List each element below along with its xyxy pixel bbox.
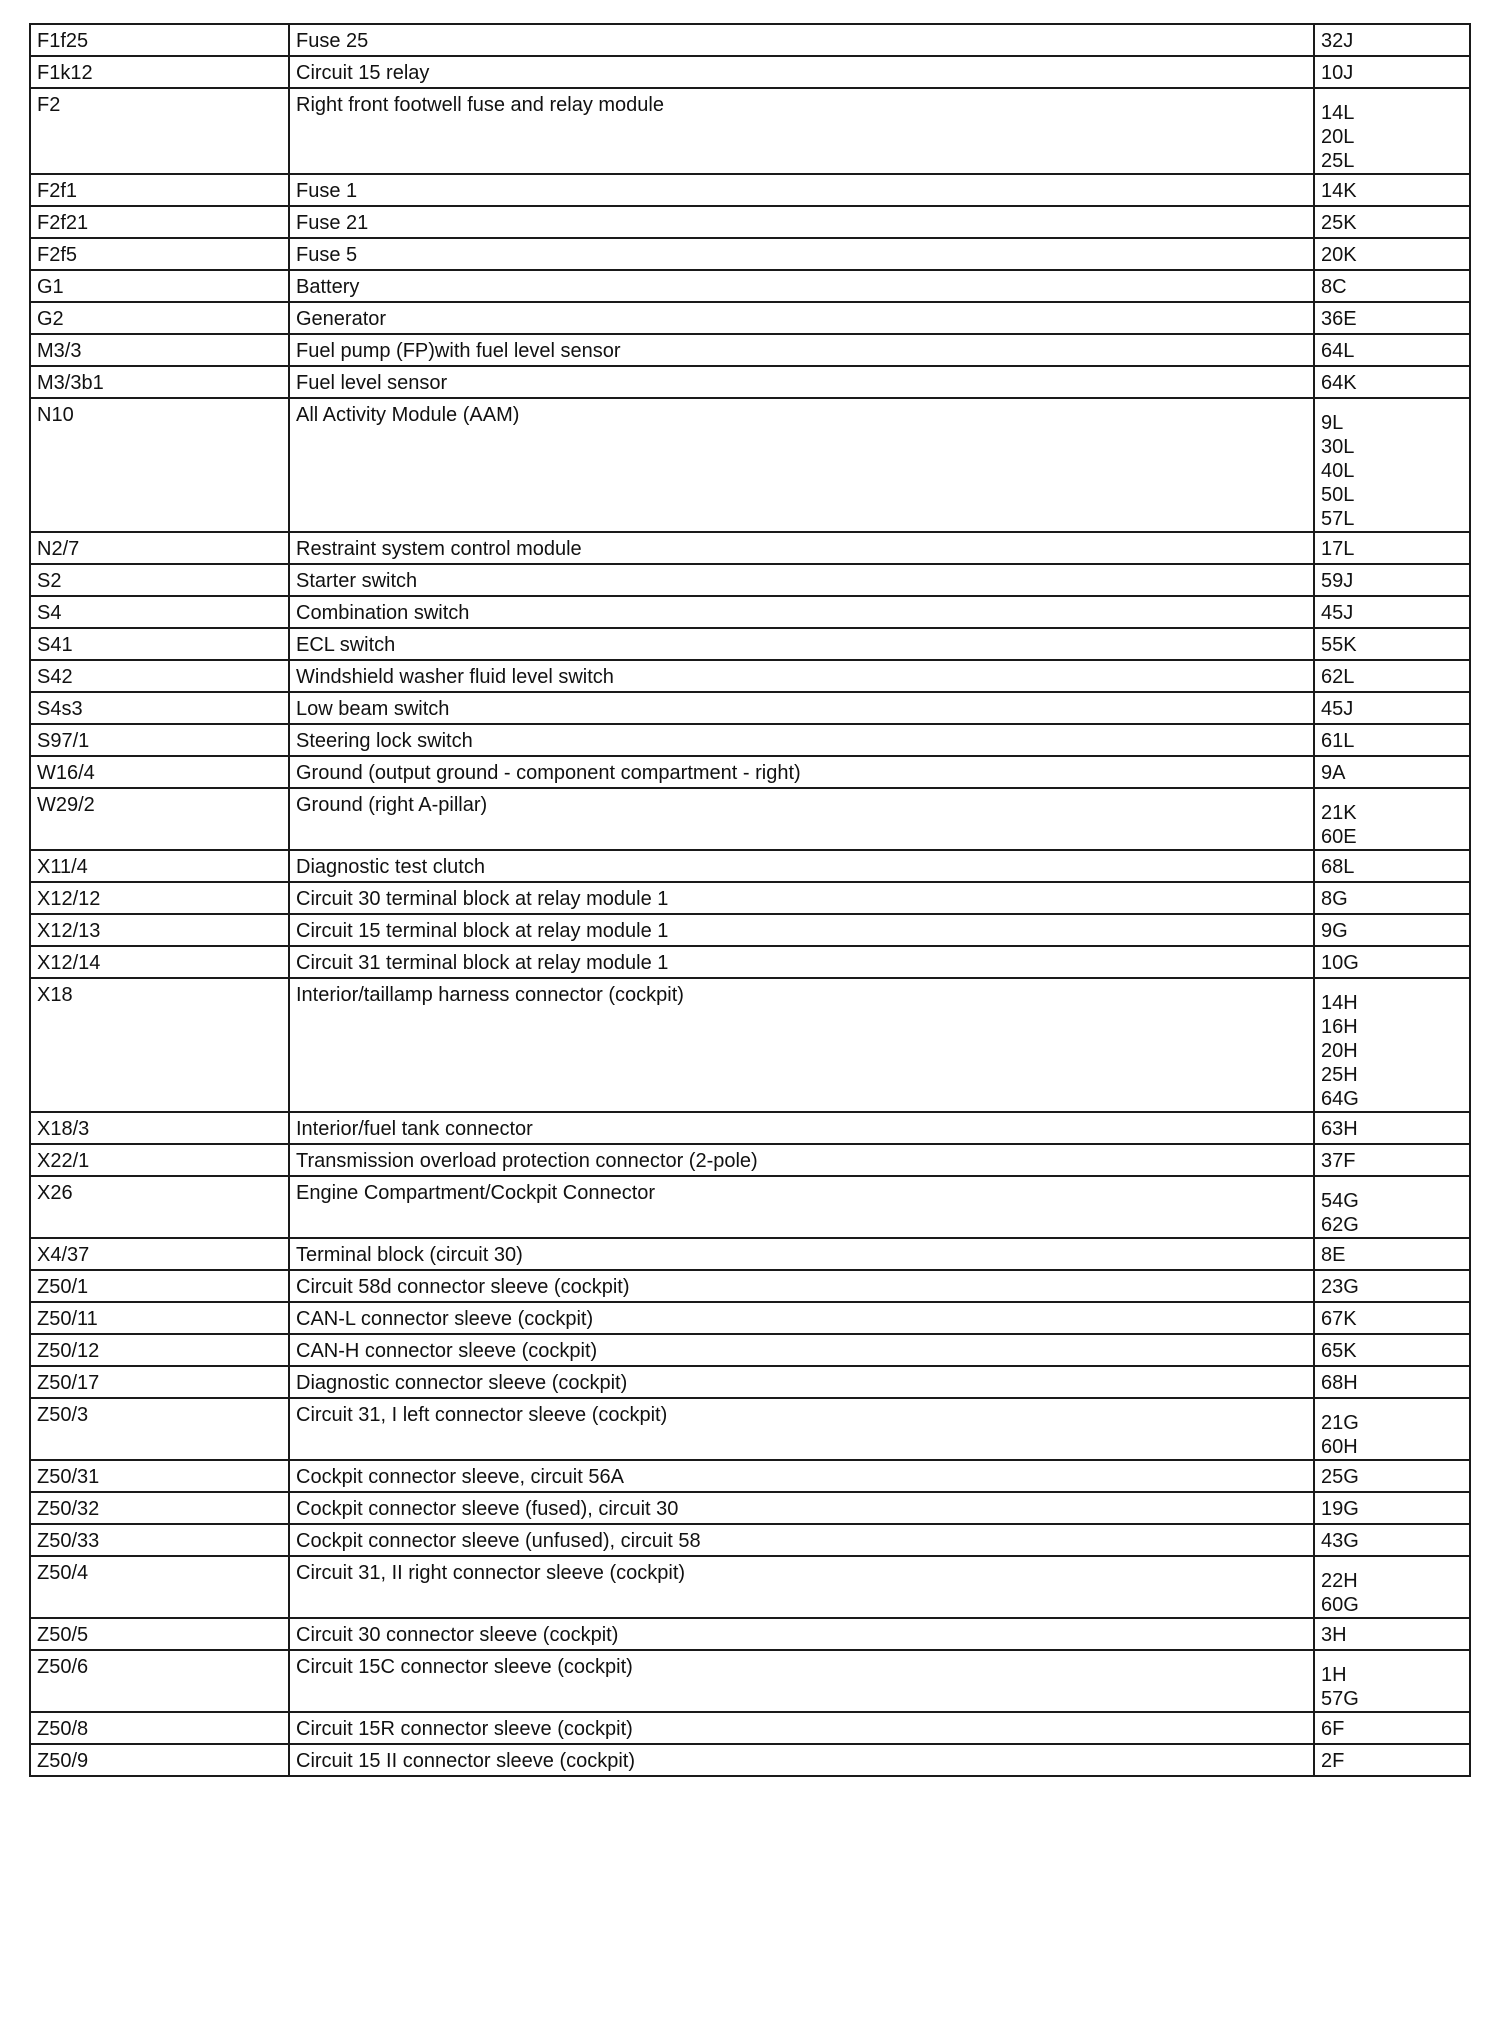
component-description: Circuit 31, I left connector sleeve (cockpit) — [289, 1398, 1314, 1460]
grid-location-value: 21K — [1321, 802, 1357, 824]
grid-location — [1314, 1556, 1470, 1618]
grid-location-value: 14K — [1321, 180, 1357, 202]
component-code: Z50/31 — [30, 1460, 289, 1492]
table-row — [30, 788, 1470, 850]
grid-location — [1314, 1334, 1470, 1366]
grid-location-value: 60H — [1321, 1436, 1358, 1458]
grid-location-value: 59J — [1321, 570, 1354, 592]
table-row — [30, 1334, 1470, 1366]
table-row — [30, 660, 1470, 692]
table-row — [30, 1366, 1470, 1398]
component-description: Diagnostic test clutch — [289, 850, 1314, 882]
table-body — [30, 24, 1470, 1776]
grid-location-value: 10G — [1321, 952, 1359, 974]
grid-location-value: 68H — [1321, 1372, 1358, 1394]
grid-location — [1314, 660, 1470, 692]
table-row — [30, 24, 1470, 56]
component-code: S42 — [30, 660, 289, 692]
grid-location — [1314, 1618, 1470, 1650]
component-code: Z50/17 — [30, 1366, 289, 1398]
grid-location — [1314, 206, 1470, 238]
grid-location — [1314, 174, 1470, 206]
component-code: X26 — [30, 1176, 289, 1238]
grid-location — [1314, 1238, 1470, 1270]
component-description: Steering lock switch — [289, 724, 1314, 756]
grid-location-value: 60G — [1321, 1594, 1359, 1616]
grid-location-value: 32J — [1321, 30, 1354, 52]
component-description: Cockpit connector sleeve, circuit 56A — [289, 1460, 1314, 1492]
component-code: W16/4 — [30, 756, 289, 788]
component-code: S4 — [30, 596, 289, 628]
component-code: X4/37 — [30, 1238, 289, 1270]
grid-location-value: 10J — [1321, 62, 1354, 84]
grid-location-value: 8G — [1321, 888, 1348, 910]
component-code: Z50/33 — [30, 1524, 289, 1556]
grid-location — [1314, 596, 1470, 628]
grid-location-value: 43G — [1321, 1530, 1359, 1552]
grid-location-value: 64G — [1321, 1088, 1359, 1110]
component-description: Battery — [289, 270, 1314, 302]
component-code: X12/12 — [30, 882, 289, 914]
component-description: Circuit 15 terminal block at relay module 1 — [289, 914, 1314, 946]
grid-location — [1314, 756, 1470, 788]
grid-location-value: 22H — [1321, 1570, 1358, 1592]
component-code: S2 — [30, 564, 289, 596]
table-row — [30, 270, 1470, 302]
grid-location — [1314, 1492, 1470, 1524]
table-row — [30, 1112, 1470, 1144]
table-row — [30, 56, 1470, 88]
component-code: Z50/32 — [30, 1492, 289, 1524]
component-description: CAN-L connector sleeve (cockpit) — [289, 1302, 1314, 1334]
grid-location — [1314, 1144, 1470, 1176]
grid-location — [1314, 1112, 1470, 1144]
table-row — [30, 398, 1470, 532]
grid-location-value: 64K — [1321, 372, 1357, 394]
table-row — [30, 1650, 1470, 1712]
grid-location — [1314, 88, 1470, 174]
component-description: Interior/fuel tank connector — [289, 1112, 1314, 1144]
component-description: Circuit 15R connector sleeve (cockpit) — [289, 1712, 1314, 1744]
component-code: F2f21 — [30, 206, 289, 238]
grid-location-value: 16H — [1321, 1016, 1358, 1038]
component-description: Circuit 31, II right connector sleeve (cockpit) — [289, 1556, 1314, 1618]
component-description: ECL switch — [289, 628, 1314, 660]
table-row — [30, 1556, 1470, 1618]
component-description: CAN-H connector sleeve (cockpit) — [289, 1334, 1314, 1366]
table-row — [30, 174, 1470, 206]
table-row — [30, 366, 1470, 398]
grid-location — [1314, 1744, 1470, 1776]
grid-location-value: 61L — [1321, 730, 1355, 752]
grid-location — [1314, 564, 1470, 596]
grid-location — [1314, 882, 1470, 914]
component-code: Z50/1 — [30, 1270, 289, 1302]
component-description: Engine Compartment/Cockpit Connector — [289, 1176, 1314, 1238]
grid-location — [1314, 238, 1470, 270]
grid-location-value: 57L — [1321, 508, 1355, 530]
component-code: Z50/12 — [30, 1334, 289, 1366]
grid-location — [1314, 850, 1470, 882]
grid-location-value: 37F — [1321, 1150, 1356, 1172]
component-code: X11/4 — [30, 850, 289, 882]
grid-location-value: 36E — [1321, 308, 1357, 330]
grid-location-value: 67K — [1321, 1308, 1357, 1330]
component-description: Circuit 15 II connector sleeve (cockpit) — [289, 1744, 1314, 1776]
component-description: Fuse 1 — [289, 174, 1314, 206]
grid-location-value: 63H — [1321, 1118, 1358, 1140]
grid-location — [1314, 1302, 1470, 1334]
table-row — [30, 1618, 1470, 1650]
table-row — [30, 88, 1470, 174]
grid-location-value: 57G — [1321, 1688, 1359, 1710]
component-code: M3/3b1 — [30, 366, 289, 398]
table-row — [30, 1238, 1470, 1270]
table-row — [30, 206, 1470, 238]
grid-location — [1314, 56, 1470, 88]
grid-location — [1314, 692, 1470, 724]
table-row — [30, 1398, 1470, 1460]
grid-location — [1314, 334, 1470, 366]
grid-location — [1314, 946, 1470, 978]
table-row — [30, 302, 1470, 334]
grid-location — [1314, 788, 1470, 850]
grid-location — [1314, 1524, 1470, 1556]
component-code: G2 — [30, 302, 289, 334]
grid-location-value: 50L — [1321, 484, 1355, 506]
grid-location-value: 20H — [1321, 1040, 1358, 1062]
table-row — [30, 756, 1470, 788]
table-row — [30, 628, 1470, 660]
grid-location-value: 25G — [1321, 1466, 1359, 1488]
grid-location-value: 9L — [1321, 412, 1344, 434]
component-code: S97/1 — [30, 724, 289, 756]
grid-location-value: 40L — [1321, 460, 1355, 482]
grid-location-value: 68L — [1321, 856, 1355, 878]
table-row — [30, 914, 1470, 946]
grid-location-value: 14H — [1321, 992, 1358, 1014]
grid-location-value: 20L — [1321, 126, 1355, 148]
component-code: F2f1 — [30, 174, 289, 206]
component-code: F1f25 — [30, 24, 289, 56]
component-description: Interior/taillamp harness connector (cockpit) — [289, 978, 1314, 1112]
component-code: X12/13 — [30, 914, 289, 946]
component-description: Circuit 31 terminal block at relay module 1 — [289, 946, 1314, 978]
grid-location-value: 19G — [1321, 1498, 1359, 1520]
component-description: Cockpit connector sleeve (unfused), circuit 58 — [289, 1524, 1314, 1556]
grid-location-value: 25K — [1321, 212, 1357, 234]
grid-location-value: 9G — [1321, 920, 1348, 942]
component-description: Fuel level sensor — [289, 366, 1314, 398]
grid-location-value: 17L — [1321, 538, 1355, 560]
component-description: Fuse 5 — [289, 238, 1314, 270]
grid-location-value: 45J — [1321, 602, 1354, 624]
component-description: Restraint system control module — [289, 532, 1314, 564]
component-code: X22/1 — [30, 1144, 289, 1176]
component-description: Starter switch — [289, 564, 1314, 596]
grid-location-value: 30L — [1321, 436, 1355, 458]
component-description: Ground (right A-pillar) — [289, 788, 1314, 850]
grid-location-value: 65K — [1321, 1340, 1357, 1362]
component-description: All Activity Module (AAM) — [289, 398, 1314, 532]
component-code: N2/7 — [30, 532, 289, 564]
table-row — [30, 334, 1470, 366]
component-description: Cockpit connector sleeve (fused), circuit 30 — [289, 1492, 1314, 1524]
grid-location — [1314, 978, 1470, 1112]
component-code: Z50/9 — [30, 1744, 289, 1776]
component-code: M3/3 — [30, 334, 289, 366]
grid-location-value: 23G — [1321, 1276, 1359, 1298]
component-code: F1k12 — [30, 56, 289, 88]
component-description: Circuit 30 connector sleeve (cockpit) — [289, 1618, 1314, 1650]
grid-location-value: 55K — [1321, 634, 1357, 656]
component-code: Z50/5 — [30, 1618, 289, 1650]
table-row — [30, 238, 1470, 270]
grid-location-value: 9A — [1321, 762, 1346, 784]
grid-location-value: 2F — [1321, 1750, 1345, 1772]
component-code: X18 — [30, 978, 289, 1112]
grid-location-value: 6F — [1321, 1718, 1345, 1740]
component-code: N10 — [30, 398, 289, 532]
table-row — [30, 1460, 1470, 1492]
grid-location-value: 3H — [1321, 1624, 1347, 1646]
table-row — [30, 978, 1470, 1112]
table-row — [30, 1712, 1470, 1744]
component-description: Circuit 58d connector sleeve (cockpit) — [289, 1270, 1314, 1302]
component-description: Windshield washer fluid level switch — [289, 660, 1314, 692]
component-location-table — [29, 23, 1471, 1777]
grid-location-value: 25L — [1321, 150, 1355, 172]
grid-location-value: 60E — [1321, 826, 1357, 848]
grid-location — [1314, 1650, 1470, 1712]
component-code: Z50/6 — [30, 1650, 289, 1712]
grid-location-value: 1H — [1321, 1664, 1347, 1686]
table-row — [30, 850, 1470, 882]
grid-location — [1314, 1712, 1470, 1744]
grid-location — [1314, 366, 1470, 398]
component-code: Z50/3 — [30, 1398, 289, 1460]
grid-location — [1314, 1398, 1470, 1460]
grid-location-value: 62L — [1321, 666, 1355, 688]
component-description: Fuse 25 — [289, 24, 1314, 56]
grid-location — [1314, 302, 1470, 334]
grid-location — [1314, 1270, 1470, 1302]
grid-location-value: 25H — [1321, 1064, 1358, 1086]
component-code: X18/3 — [30, 1112, 289, 1144]
component-description: Diagnostic connector sleeve (cockpit) — [289, 1366, 1314, 1398]
grid-location — [1314, 1460, 1470, 1492]
grid-location — [1314, 398, 1470, 532]
component-description: Fuel pump (FP)with fuel level sensor — [289, 334, 1314, 366]
grid-location — [1314, 914, 1470, 946]
table-row — [30, 724, 1470, 756]
component-code: F2 — [30, 88, 289, 174]
table-row — [30, 1302, 1470, 1334]
grid-location-value: 45J — [1321, 698, 1354, 720]
component-description: Ground (output ground - component compartment - right) — [289, 756, 1314, 788]
grid-location-value: 64L — [1321, 340, 1355, 362]
component-description: Terminal block (circuit 30) — [289, 1238, 1314, 1270]
component-description: Low beam switch — [289, 692, 1314, 724]
grid-location-value: 20K — [1321, 244, 1357, 266]
component-code: S4s3 — [30, 692, 289, 724]
table-row — [30, 1744, 1470, 1776]
component-code: W29/2 — [30, 788, 289, 850]
component-description: Right front footwell fuse and relay module — [289, 88, 1314, 174]
grid-location — [1314, 532, 1470, 564]
component-description: Generator — [289, 302, 1314, 334]
table-row — [30, 596, 1470, 628]
component-description: Circuit 15C connector sleeve (cockpit) — [289, 1650, 1314, 1712]
table-row — [30, 1176, 1470, 1238]
component-code: Z50/8 — [30, 1712, 289, 1744]
table-row — [30, 882, 1470, 914]
table-row — [30, 692, 1470, 724]
table-row — [30, 1524, 1470, 1556]
table-row — [30, 564, 1470, 596]
grid-location — [1314, 1366, 1470, 1398]
grid-location-value: 14L — [1321, 102, 1355, 124]
table-row — [30, 946, 1470, 978]
component-code: F2f5 — [30, 238, 289, 270]
table-row — [30, 1270, 1470, 1302]
grid-location-value: 8E — [1321, 1244, 1346, 1266]
grid-location-value: 62G — [1321, 1214, 1359, 1236]
component-description: Circuit 30 terminal block at relay module 1 — [289, 882, 1314, 914]
component-code: Z50/11 — [30, 1302, 289, 1334]
table-row — [30, 1492, 1470, 1524]
component-description: Fuse 21 — [289, 206, 1314, 238]
grid-location-value: 8C — [1321, 276, 1347, 298]
component-code: Z50/4 — [30, 1556, 289, 1618]
grid-location — [1314, 724, 1470, 756]
grid-location — [1314, 628, 1470, 660]
table-row — [30, 1144, 1470, 1176]
component-description: Transmission overload protection connector (2-pole) — [289, 1144, 1314, 1176]
grid-location — [1314, 24, 1470, 56]
grid-location-value: 21G — [1321, 1412, 1359, 1434]
component-code: G1 — [30, 270, 289, 302]
component-code: S41 — [30, 628, 289, 660]
grid-location — [1314, 1176, 1470, 1238]
component-description: Circuit 15 relay — [289, 56, 1314, 88]
grid-location — [1314, 270, 1470, 302]
table-row — [30, 532, 1470, 564]
component-description: Combination switch — [289, 596, 1314, 628]
component-code: X12/14 — [30, 946, 289, 978]
grid-location-value: 54G — [1321, 1190, 1359, 1212]
